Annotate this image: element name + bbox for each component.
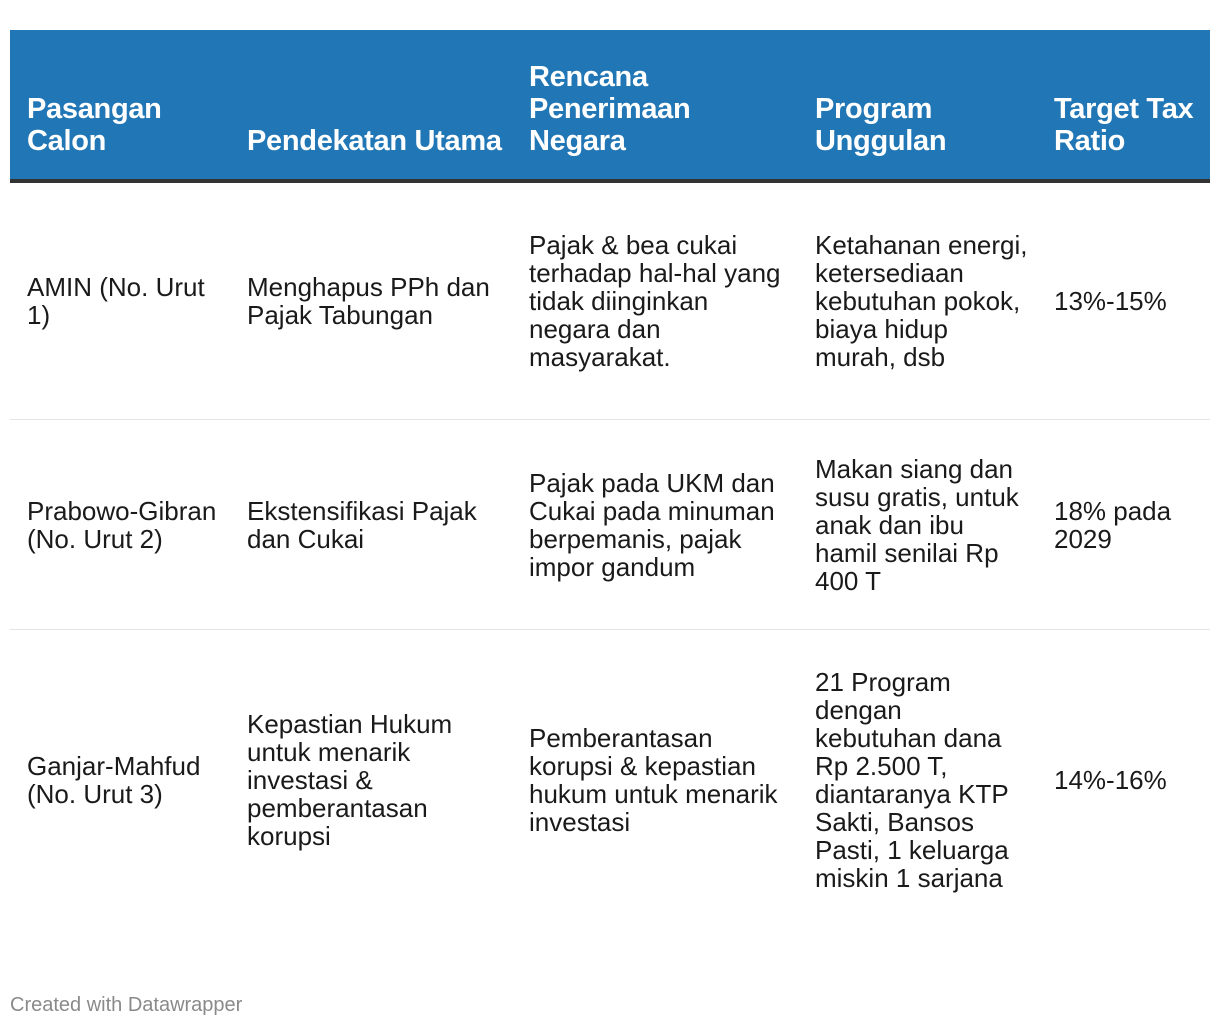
data-table xyxy=(10,30,1210,930)
cell-program: 21 Program dengan kebutuhan dana Rp 2.500 T, diantaranya KTP Sakti, Bansos Pasti, 1 keluarga miskin 1 sarjana xyxy=(815,667,1009,893)
cell-pendekatan: Kepastian Hukum untuk menarik investasi & pemberantasan korupsi xyxy=(247,709,453,851)
cell-target: 14%-16% xyxy=(1054,765,1167,795)
cell-target: 18% pada 2029 xyxy=(1042,420,1210,630)
column-header-pasangan-calon[interactable]: Pasangan Calon xyxy=(10,30,230,181)
cell-program: Makan siang dan susu gratis, untuk anak dan ibu hamil senilai Rp 400 T xyxy=(798,420,1042,630)
column-header-target-tax-ratio[interactable]: Target Tax Ratio xyxy=(1042,30,1210,181)
cell-rencana: Pajak pada UKM dan Cukai pada minuman berpemanis, pajak impor gandum xyxy=(512,420,798,630)
column-header-program-unggulan[interactable]: Program Unggulan xyxy=(798,30,1042,181)
cell-pendekatan: Menghapus PPh dan Pajak Tabungan xyxy=(230,181,512,420)
column-header-rencana-penerimaan[interactable]: Rencana Penerimaan Negara xyxy=(512,30,798,181)
table-row xyxy=(10,181,1210,420)
cell-pasangan: AMIN (No. Urut 1) xyxy=(10,181,230,420)
table-row xyxy=(10,420,1210,630)
cell-pasangan: Prabowo-Gibran (No. Urut 2) xyxy=(10,420,230,630)
datawrapper-credit[interactable]: Created with Datawrapper xyxy=(10,994,243,1016)
cell-pasangan: Ganjar-Mahfud (No. Urut 3) xyxy=(27,751,201,809)
cell-rencana: Pajak & bea cukai terhadap hal-hal yang tidak diinginkan negara dan masyarakat. xyxy=(512,181,798,420)
table-body xyxy=(10,181,1210,930)
data-table-container xyxy=(10,30,1210,930)
header-row xyxy=(10,30,1210,181)
cell-target: 13%-15% xyxy=(1042,181,1210,420)
table-header xyxy=(10,30,1210,181)
table-row xyxy=(10,630,1210,931)
cell-program: Ketahanan energi, ketersediaan kebutuhan pokok, biaya hidup murah, dsb xyxy=(798,181,1042,420)
cell-rencana: Pemberantasan korupsi & kepastian hukum untuk menarik investasi xyxy=(529,723,778,837)
column-header-pendekatan-utama[interactable]: Pendekatan Utama xyxy=(230,30,512,181)
cell-pendekatan: Ekstensifikasi Pajak dan Cukai xyxy=(230,420,512,630)
